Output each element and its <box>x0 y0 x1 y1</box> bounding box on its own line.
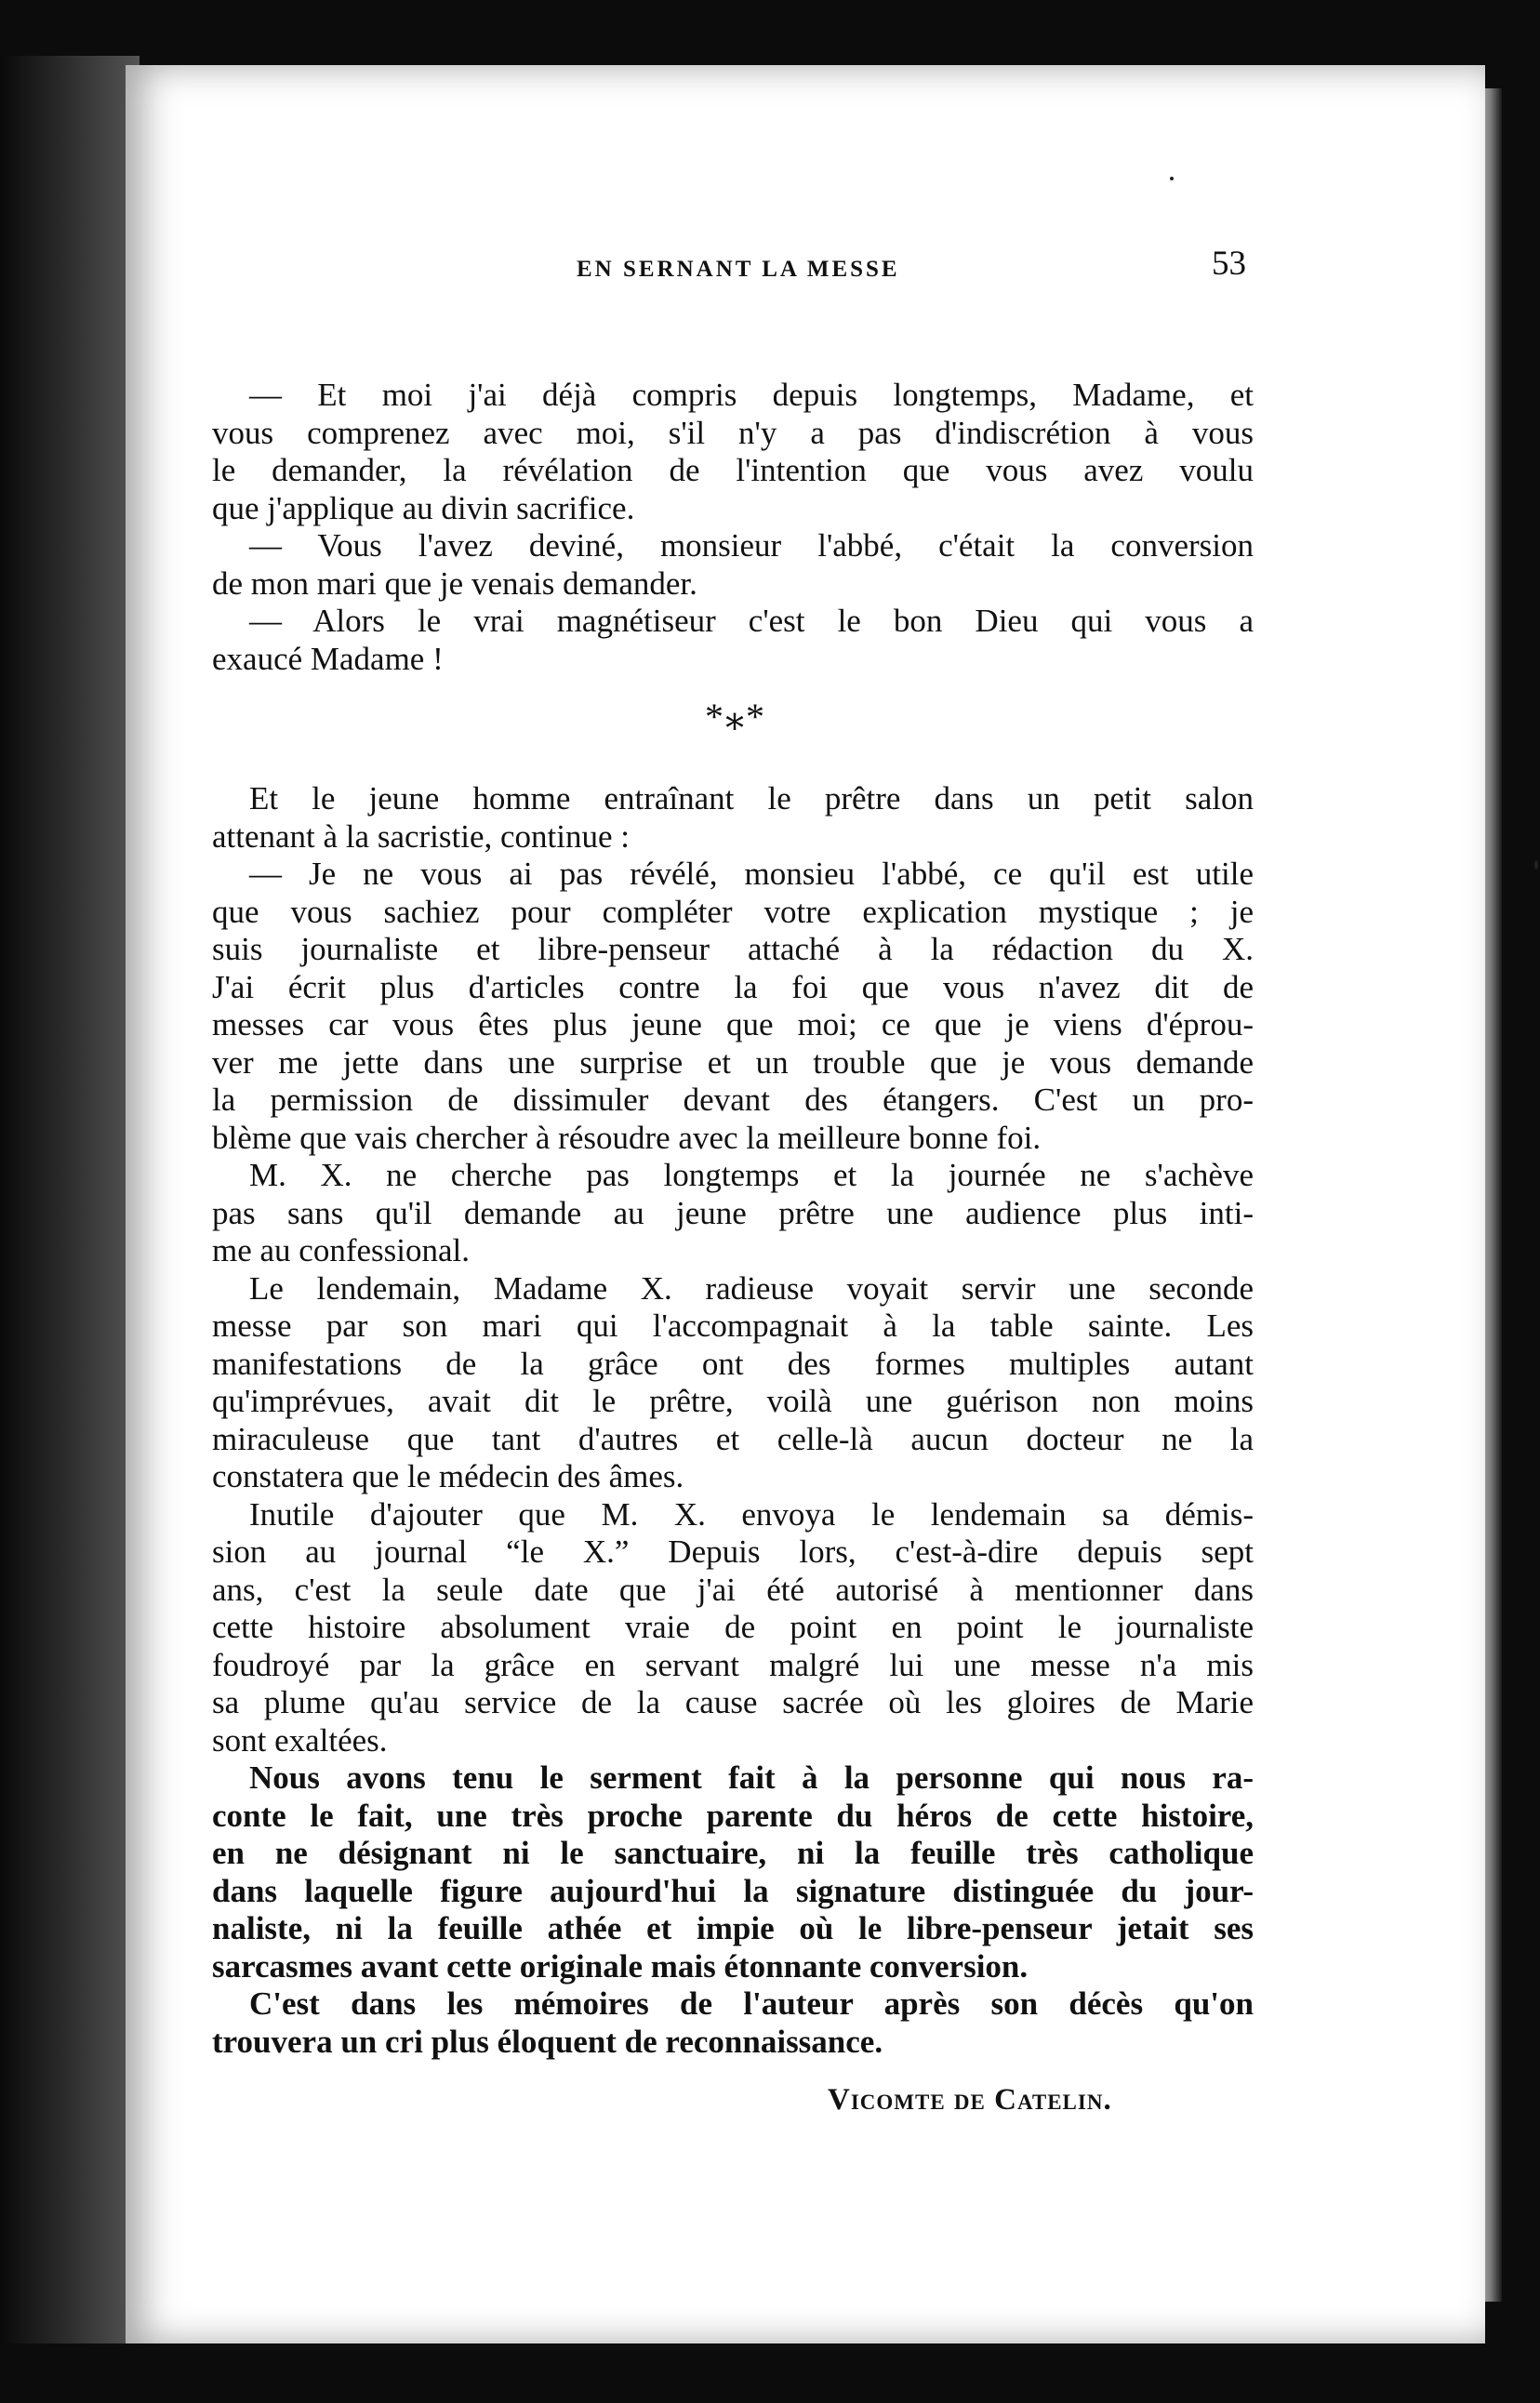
asterism <box>212 678 1254 780</box>
text-line: suis journaliste et libre-penseur attaché à la rédaction du X. <box>212 931 1254 967</box>
text-line: naliste, ni la feuille athée et impie où le libre-penseur jetait ses <box>212 1910 1254 1946</box>
text-line: me au confessional. <box>212 1232 470 1268</box>
paragraph <box>212 603 1254 678</box>
text-line: Et le jeune homme entraînant le prêtre dans un petit salon <box>249 780 1254 816</box>
paragraph <box>212 1157 1254 1270</box>
paragraph <box>212 377 1254 527</box>
text-line: messe par son mari qui l'accompagnait à la table sainte. Les <box>212 1308 1254 1344</box>
text-line: Inutile d'ajouter que M. X. envoya le lendemain sa démis- <box>249 1495 1254 1533</box>
text-line: — Alors le vrai magnétiseur c'est le bon Dieu qui vous a <box>249 603 1254 639</box>
text-line: pas sans qu'il demande au jeune prêtre une audience plus inti- <box>212 1194 1254 1231</box>
text-line: blème que vais chercher à résoudre avec la meilleure bonne foi. <box>212 1119 1042 1156</box>
text-line: attenant à la sacristie, continue : <box>212 817 630 855</box>
binding-shadow <box>0 56 139 2343</box>
text-line: sion au journal “le X.” Depuis lors, c'est-à-dire depuis sept <box>212 1533 1254 1570</box>
author-signature: Vicomte de Catelin. <box>828 2083 1112 2117</box>
text-line: cette histoire absolument vraie de point en point le journaliste <box>212 1609 1254 1645</box>
text-line: sarcasmes avant cette originale mais étonnante conversion. <box>212 1947 1029 1985</box>
text-line: constatera que le médecin des âmes. <box>212 1458 684 1494</box>
text-line: que vous sachiez pour compléter votre explication mystique ; je <box>212 893 1254 930</box>
text-line: foudroyé par la grâce en servant malgré lui une messe n'a mis <box>212 1646 1254 1683</box>
text-line: conte le fait, une très proche parente du héros de cette histoire, <box>212 1797 1254 1834</box>
text-line: — Et moi j'ai déjà compris depuis longtemps, Madame, et <box>249 377 1254 413</box>
text-line: que j'applique au divin sacrifice. <box>212 489 635 526</box>
body-text <box>212 377 1254 2061</box>
text-line: le demander, la révélation de l'intention que vous avez voulu <box>212 452 1254 488</box>
text-line: sont exaltées. <box>212 1721 388 1759</box>
page-number: 53 <box>1212 245 1246 283</box>
text-line: C'est dans les mémoires de l'auteur après son décès qu'on <box>249 1985 1254 2022</box>
paragraph <box>212 1270 1254 1496</box>
paragraph <box>212 527 1254 603</box>
running-title: EN SERNANT LA MESSE <box>577 257 900 282</box>
paragraph <box>212 1759 1254 1985</box>
page-speck <box>1170 177 1174 180</box>
page-speck <box>1534 860 1538 870</box>
text-line: — Je ne vous ai pas révélé, monsieu l'abbé, ce qu'il est utile <box>249 856 1254 892</box>
text-line: qu'imprévues, avait dit le prêtre, voilà une guérison non moins <box>212 1383 1254 1419</box>
text-line: exaucé Madame ! <box>212 640 444 677</box>
text-line: J'ai écrit plus d'articles contre la foi que vous n'avez dit de <box>212 968 1254 1005</box>
asterism-glyph: *⁎* <box>705 696 766 737</box>
text-line: — Vous l'avez deviné, monsieur l'abbé, c'était la conversion <box>249 527 1254 564</box>
text-line: en ne désignant ni le sanctuaire, ni la feuille très catholique <box>212 1835 1254 1871</box>
text-line: miraculeuse que tant d'autres et celle-là aucun docteur ne la <box>212 1420 1254 1457</box>
text-line: manifestations de la grâce ont des formes multiples autant <box>212 1345 1254 1382</box>
text-line: M. X. ne cherche pas longtemps et la journée ne s'achève <box>249 1157 1254 1193</box>
paragraph <box>212 1496 1254 1760</box>
text-line: Nous avons tenu le serment fait à la personne qui nous ra- <box>249 1759 1254 1796</box>
text-line: ans, c'est la seule date que j'ai été autorisé à mentionner dans <box>212 1571 1254 1608</box>
text-line: messes car vous êtes plus jeune que moi; ce que je viens d'éprou- <box>212 1006 1254 1042</box>
text-line: sa plume qu'au service de la cause sacrée où les gloires de Marie <box>212 1684 1254 1720</box>
text-line: dans laquelle figure aujourd'hui la signature distinguée du jour- <box>212 1872 1254 1909</box>
text-line: vous comprenez avec moi, s'il n'y a pas d'indiscrétion à vous <box>212 414 1254 451</box>
text-line: de mon mari que je venais demander. <box>212 564 697 602</box>
text-line: ver me jette dans une surprise et un trouble que je vous demande <box>212 1043 1254 1081</box>
paragraph <box>212 856 1254 1157</box>
text-line: la permission de dissimuler devant des étangers. C'est un pro- <box>212 1082 1254 1118</box>
text-line: Le lendemain, Madame X. radieuse voyait servir une seconde <box>249 1269 1254 1307</box>
paragraph <box>212 780 1254 856</box>
running-head <box>446 242 1246 298</box>
text-line: trouvera un cri plus éloquent de reconnaissance. <box>212 2023 883 2060</box>
paragraph <box>212 1985 1254 2061</box>
